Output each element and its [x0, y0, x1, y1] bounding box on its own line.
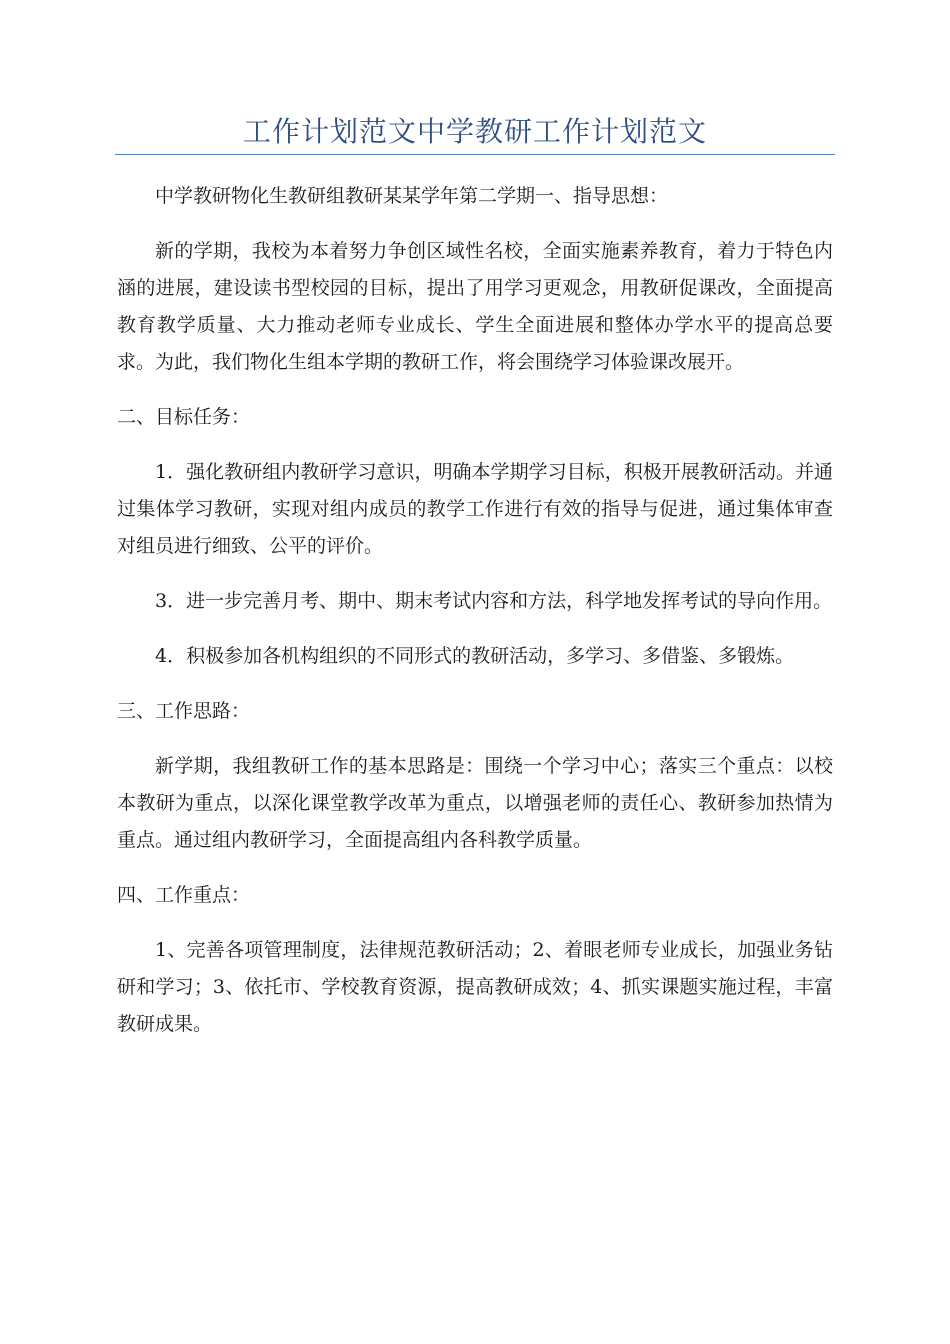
heading-focus: 四、工作重点：	[117, 884, 251, 906]
heading-goals: 二、目标任务：	[117, 406, 251, 428]
paragraph-goal-4: 4．积极参加各机构组织的不同形式的教研活动，多学习、多借鉴、多锻炼。	[155, 645, 795, 667]
heading-approach: 三、工作思路：	[117, 700, 251, 722]
paragraph-focus: 1、完善各项管理制度，法律规范教研活动；2、着眼老师专业成长，加强业务钻研和学习；3、依托市、学校教育资源，提高教研成效；4、抓实课题实施过程，丰富教研成果。	[117, 939, 833, 1035]
document-title: 工作计划范文中学教研工作计划范文	[242, 115, 707, 148]
paragraph-goal-1: 1．强化教研组内教研学习意识，明确本学期学习目标，积极开展教研活动。并通过集体学习教研，实现对组内成员的教学工作进行有效的指导与促进，通过集体审查对组员进行细致、公平的评价。	[117, 461, 833, 557]
title-underline	[115, 154, 835, 155]
paragraph-guiding-thought: 新的学期，我校为本着努力争创区域性名校，全面实施素养教育，着力于特色内涵的进展，建设读书型校园的目标，提出了用学习更观念，用教研促课改，全面提高教育教学质量、大力推动老师专业成长、学生全面进展和整体办学水平的提高总要求。为此，我们物化生组本学期的教研工作，将会围绕学习体验课改展开。	[117, 240, 833, 373]
paragraph-approach: 新学期，我组教研工作的基本思路是：围绕一个学习中心；落实三个重点：以校本教研为重点，以深化课堂教学改革为重点，以增强老师的责任心、教研参加热情为重点。通过组内教研学习，全面提高组内各科教学质量。	[117, 755, 833, 851]
paragraph-goal-3: 3．进一步完善月考、期中、期末考试内容和方法，科学地发挥考试的导向作用。	[155, 590, 833, 612]
document-body	[117, 178, 833, 1061]
paragraph-intro: 中学教研物化生教研组教研某某学年第二学期一、指导思想：	[155, 185, 669, 207]
